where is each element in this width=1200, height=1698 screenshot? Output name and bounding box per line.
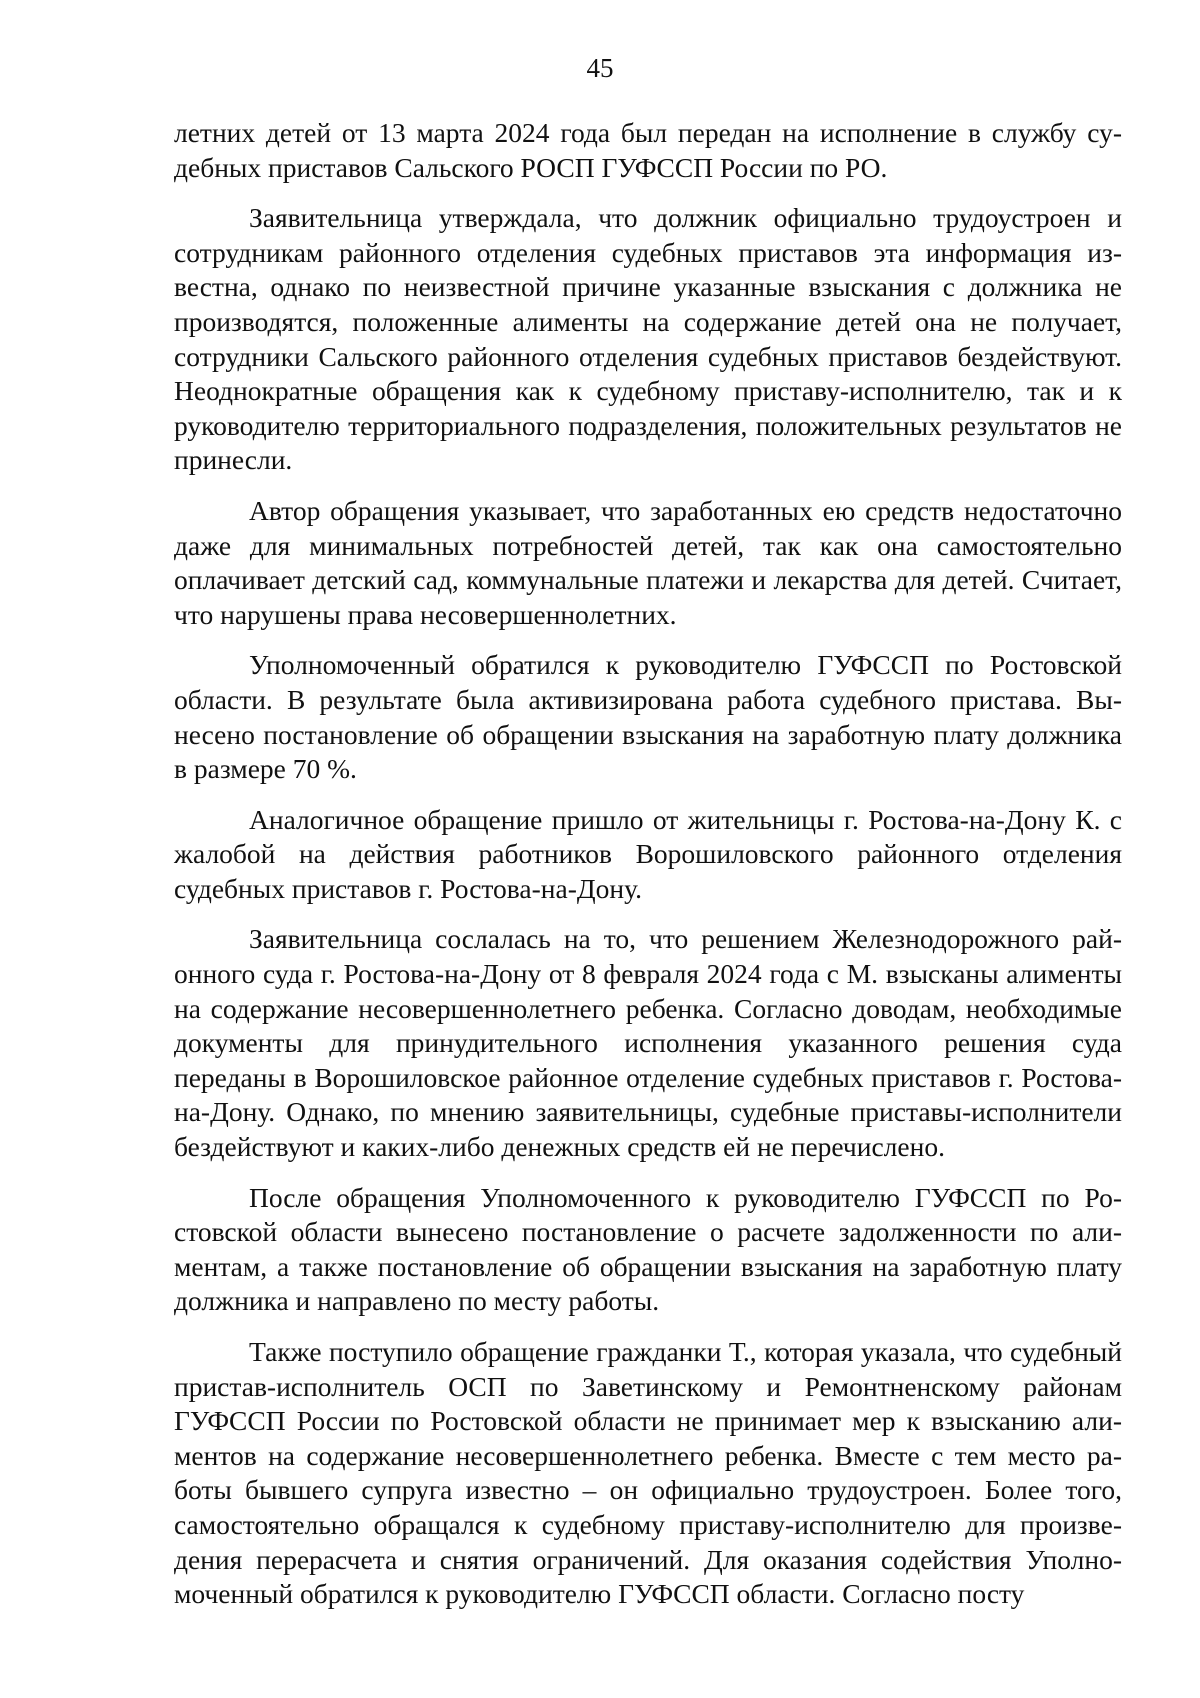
page-number: 45: [586, 53, 614, 83]
paragraph-continuation: летних детей от 13 марта 2024 года был передан на исполнение в службу судебных приставов Сальского РОСП ГУФССП России по РО.: [174, 117, 1122, 183]
paragraph: Уполномоченный обратился к руководителю ГУФССП по Ростовской области. В результате была активизирована работа судебного пристава. Вынесено постановление об обращении взыскания на заработную плату должника в размере 70 %.: [174, 649, 1122, 785]
paragraph: После обращения Уполномоченного к руководителю ГУФССП по Ростовской области вынесено постановление о расчете задолженности по алиментам, а также постановление об обращении взыскания на заработную плату должника и направлено по месту работы.: [174, 1181, 1122, 1317]
paragraph: Также поступило обращение гражданки Т., которая указала, что судебный пристав-исполнитель ОСП по Заветинскому и Ремонтненскому районам ГУФССП России по Ростовской области не принимает мер к взысканию алиментов на содержание несовершеннолетнего ребенка. Вместе с тем место работы бывшего супруга известно – он официально трудоустроен. Более того, самостоятельно обращался к судебному приставу-исполнителю для произведения перерасчета и снятия ограничений. Для оказания содействия Уполномоченный обратился к руководителю ГУФССП области. Согласно посту: [174, 1336, 1122, 1610]
document-body: [174, 116, 1122, 1628]
paragraph: Заявительница сослалась на то, что решением Железнодорожного районного суда г. Ростова-на-Дону от 8 февраля 2024 года с М. взысканы алименты на содержание несовершеннолетнего ребенка. Согласно доводам, необходимые документы для принудительного исполнения указанного решения суда переданы в Ворошиловское районное отделение судебных приставов г. Ростова-на-Дону. Однако, по мнению заявительницы, судебные приставы-исполнители бездействуют и каких-либо денежных средств ей не перечислено.: [174, 923, 1122, 1163]
paragraph: Автор обращения указывает, что заработанных ею средств недостаточно даже для минимальных потребностей детей, так как она самостоятельно оплачивает детский сад, коммунальные платежи и лекарства для детей. Считает, что нарушены права несовершеннолетних.: [174, 494, 1122, 630]
paragraph: Аналогичное обращение пришло от жительницы г. Ростова-на-Дону К. с жалобой на действия работников Ворошиловского районного отделения судебных приставов г. Ростова-на-Дону.: [174, 803, 1122, 904]
paragraph: Заявительница утверждала, что должник официально трудоустроен и сотрудникам районного отделения судебных приставов эта информация известна, однако по неизвестной причине указанные взыскания с должника не производятся, положенные алименты на содержание детей она не получает, сотрудники Сальского районного отделения судебных приставов бездействуют. Неоднократные обращения как к судебному приставу-исполнителю, так и к руководителю территориального подразделения, положительных результатов не принесли.: [174, 202, 1122, 476]
